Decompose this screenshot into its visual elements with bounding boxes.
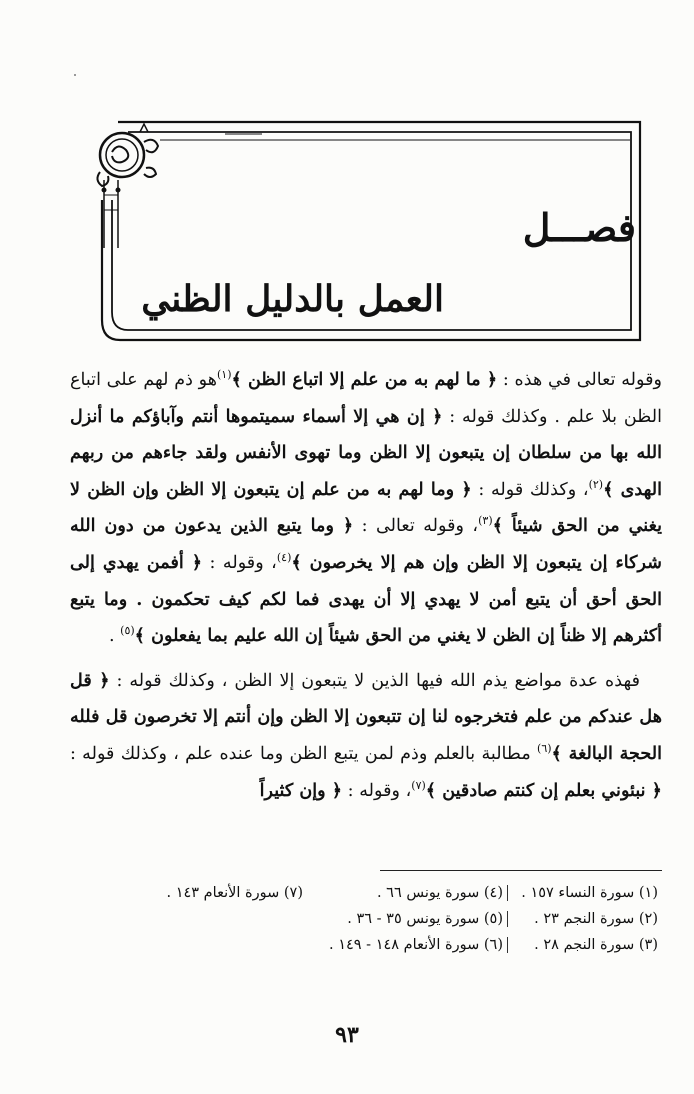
quran-quote: ﴿ وما لهم به من علم إن يتبعون إلا الظن وإن الظن لا يغني من الحق شيئاً ﴾ — [70, 478, 662, 537]
quran-quote: ﴿ إن هي إلا أسماء سميتموها أنتم وآباؤكم ما أنزل الله بها من سلطان إن يتبعون إلا الظن وما تهوى الأنفس ولقد جاءهم من ربهم الهدى ﴾ — [70, 405, 662, 500]
page-number: ٩٣ — [335, 1022, 359, 1048]
footnote-row — [110, 932, 662, 958]
footnote: (٧) سورة الأنعام ١٤٣ . — [166, 885, 303, 901]
footnote: (٥) سورة يونس ٣٥ - ٣٦ . — [303, 911, 508, 927]
section-heading: فصـــل — [522, 205, 636, 250]
footnote: (٣) سورة النجم ٢٨ . — [534, 937, 658, 953]
footnote: (٤) سورة يونس ٦٦ . — [303, 885, 508, 901]
chapter-title: العمل بالدليل الظني — [141, 278, 444, 320]
footnote-separator — [380, 870, 662, 871]
footnote-ref: (٥) — [120, 624, 135, 638]
footnote-ref: (٤) — [276, 551, 292, 565]
text-run: فهذه عدة مواضع يذم الله فيها الذين لا يتبعون إلا الظن ، وكذلك قوله : — [109, 670, 641, 691]
quran-quote: ﴿ نبئوني بعلم إن كنتم صادقين ﴾ — [425, 779, 662, 801]
footnote-row — [110, 880, 662, 906]
text-run: ، وقوله تعالى : — [353, 516, 479, 537]
footnote: (١) سورة النساء ١٥٧ . — [521, 885, 658, 901]
text-run: ، وقوله : — [202, 552, 277, 573]
text-run: ، وقوله : — [342, 780, 412, 801]
quran-quote: ﴿ وإن كثيراً — [259, 779, 343, 801]
text-run: . — [108, 626, 121, 647]
text-run: هو ذم لهم على اتباع الظن بلا علم . وكذلك قوله : — [70, 370, 662, 427]
paragraph-2 — [70, 663, 662, 809]
quran-quote: ﴿ أفمن يهدي إلى الحق أحق أن يتبع أمن لا يهدي إلا أن يهدى فما لكم كيف تحكمون . وما يتبع أكثرهم إلا ظناً إن الظن لا يغني من الحق شيئاً إن الله عليم بما يفعلون ﴾ — [70, 551, 662, 647]
text-run: وقوله تعالى في هذه : — [497, 370, 662, 390]
quran-quote: ﴿ وما يتبع الذين يدعون من دون الله شركاء إن يتبعون إلا الظن وإن هم إلا يخرصون ﴾ — [70, 515, 662, 573]
quran-quote: ﴿ قل هل عندكم من علم فتخرجوه لنا إن تتبعون إلا الظن وإن أنتم إلا تخرصون قل فلله الحجة البالغة ﴾ — [70, 669, 663, 764]
footnote-ref: (٣) — [478, 514, 493, 528]
footnote-ref: (٢) — [588, 477, 604, 491]
quran-quote: ﴿ ما لهم به من علم إلا اتباع الظن ﴾ — [231, 369, 498, 390]
text-run: مطالبة بالعلم وذم لمن يتبع الظن وما عنده علم ، وكذلك قوله : — [70, 743, 538, 764]
paragraph-1 — [70, 362, 662, 655]
body-text — [70, 362, 662, 809]
footnote: (٦) سورة الأنعام ١٤٨ - ١٤٩ . — [303, 937, 508, 953]
footnote-row — [110, 906, 662, 932]
corner-ornament-icon — [97, 124, 158, 193]
footnote-ref: (١) — [216, 368, 232, 382]
footnote-ref: (٦) — [537, 742, 552, 756]
footnote-ref: (٧) — [411, 778, 426, 792]
footnotes — [110, 880, 662, 958]
footnote: (٢) سورة النجم ٢٣ . — [534, 911, 658, 927]
text-run: ، وكذلك قوله : — [471, 479, 589, 500]
